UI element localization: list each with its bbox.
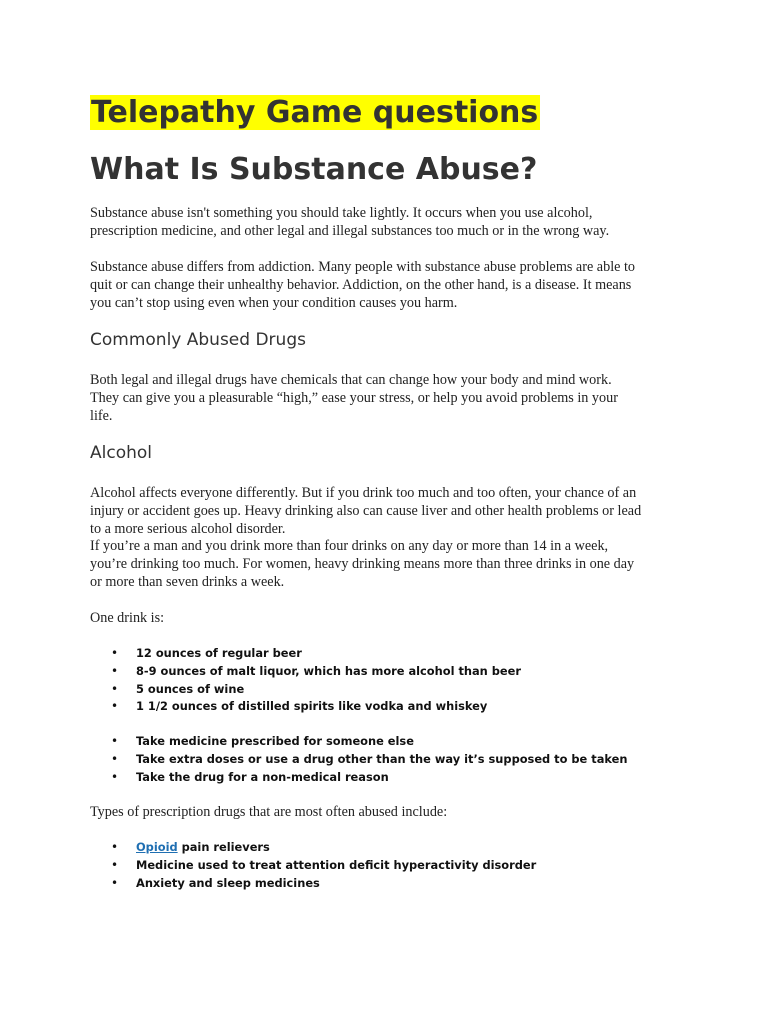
- text-line: life.: [90, 407, 113, 424]
- title-highlight-text: Telepathy Game questions: [91, 95, 539, 130]
- text-line: Substance abuse isn't something you should take lightly. It occurs when you use alcohol,: [90, 205, 593, 221]
- types-paragraph: [90, 804, 690, 822]
- misuse-list: [90, 733, 628, 786]
- text-line: prescription medicine, and other legal and illegal substances too much or in the wrong way.: [90, 222, 610, 239]
- heading-commonly-abused-drugs: Commonly Abused Drugs: [90, 330, 306, 350]
- text-line: Alcohol affects everyone differently. But if you drink too much and too often, your chance of an: [90, 485, 637, 501]
- page-title: What Is Substance Abuse?: [90, 152, 538, 187]
- one-drink-label: [90, 610, 690, 628]
- intro-paragraph-1: [90, 205, 690, 241]
- list-item: [90, 839, 536, 857]
- text-line: Types of prescription drugs that are most often abused include:: [90, 804, 448, 820]
- alcohol-paragraph: [90, 485, 690, 592]
- opioid-link[interactable]: Opioid: [136, 840, 178, 854]
- highlighted-title: [90, 94, 540, 132]
- drugs-paragraph: [90, 372, 690, 425]
- list-item: • 1 1/2 ounces of distilled spirits like vodka and whiskey: [90, 698, 521, 716]
- drink-list: [90, 645, 521, 716]
- text-line: They can give you a pleasurable “high,” ease your stress, or help you avoid problems in your: [90, 389, 618, 406]
- intro-paragraph-2: [90, 259, 690, 312]
- list-item: • Take the drug for a non-medical reason: [90, 769, 628, 787]
- list-item: • Take extra doses or use a drug other than the way it’s supposed to be taken: [90, 751, 628, 769]
- text-line: you can’t stop using even when your condition causes you harm.: [90, 294, 458, 311]
- heading-alcohol: Alcohol: [90, 443, 152, 463]
- list-item-text: pain relievers: [177, 840, 270, 854]
- text-line: One drink is:: [90, 610, 165, 626]
- text-line: you’re drinking too much. For women, heavy drinking means more than three drinks in one day: [90, 556, 635, 573]
- prescription-drug-list: [90, 839, 536, 892]
- list-item: • Medicine used to treat attention deficit hyperactivity disorder: [90, 857, 536, 875]
- text-line: or more than seven drinks a week.: [90, 573, 285, 590]
- list-item: • 5 ounces of wine: [90, 681, 521, 699]
- list-item: • Anxiety and sleep medicines: [90, 875, 536, 893]
- text-line: quit or can change their unhealthy behavior. Addiction, on the other hand, is a disease. It means: [90, 276, 632, 293]
- text-line: injury or accident goes up. Heavy drinking also can cause liver and other health problems or lead: [90, 502, 642, 519]
- text-line: Both legal and illegal drugs have chemicals that can change how your body and mind work.: [90, 372, 612, 388]
- text-line: If you’re a man and you drink more than four drinks on any day or more than 14 in a week,: [90, 538, 609, 555]
- list-item: • Take medicine prescribed for someone else: [90, 733, 628, 751]
- list-item: • 12 ounces of regular beer: [90, 645, 521, 663]
- list-item: • 8-9 ounces of malt liquor, which has more alcohol than beer: [90, 663, 521, 681]
- text-line: to a more serious alcohol disorder.: [90, 520, 286, 537]
- text-line: Substance abuse differs from addiction. Many people with substance abuse problems are able to: [90, 259, 636, 275]
